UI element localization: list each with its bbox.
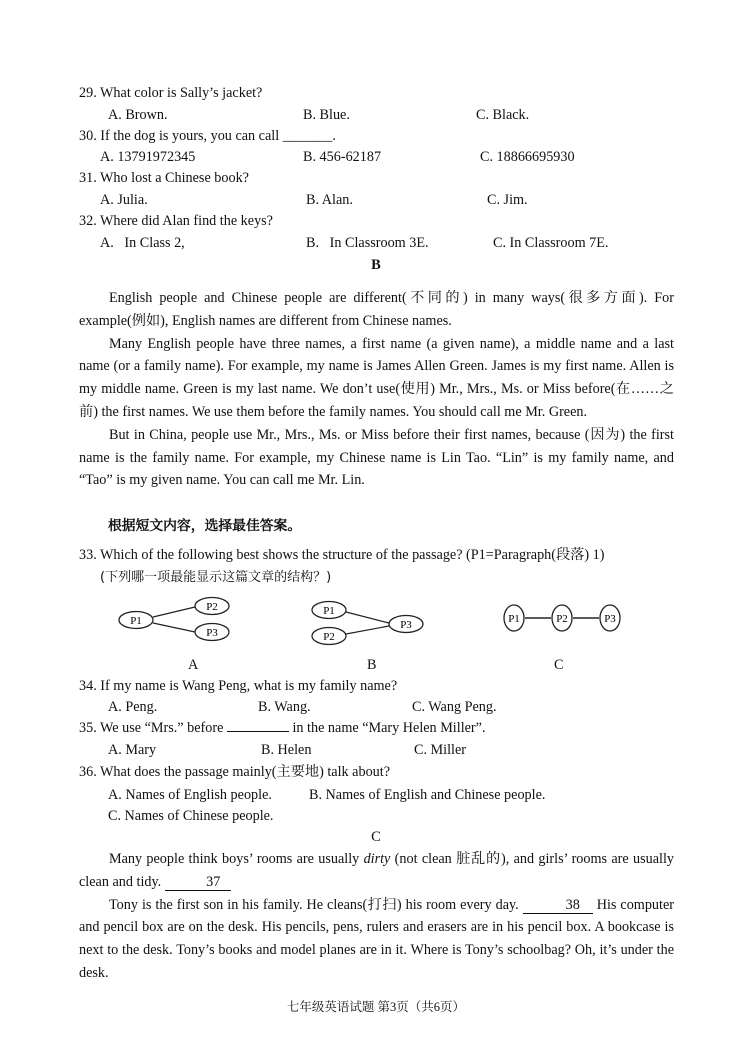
question-29: 29. What color is Sally’s jacket? bbox=[79, 85, 263, 101]
section-c-heading: C bbox=[371, 829, 381, 845]
q36-option-c: C. Names of Chinese people. bbox=[108, 808, 274, 824]
q32-option-b: B. In Classroom 3E. bbox=[306, 235, 429, 251]
q33-option-a: A bbox=[188, 657, 199, 673]
q35-option-b: B. Helen bbox=[261, 742, 312, 758]
diagram-b bbox=[312, 602, 423, 645]
diagram-a-edge-1 bbox=[153, 607, 195, 617]
q33-option-c: C bbox=[554, 657, 564, 673]
q29-option-b: B. Blue. bbox=[303, 107, 350, 123]
blank-38: 38 bbox=[523, 898, 593, 914]
diagram-a-edge-2 bbox=[153, 623, 195, 632]
passage-b-paragraph-2: Many English people have three names, a first name (a given name), a middle name and a last name (or a family name). For example, my name is James Allen Green. James is my first name. Allen is my middle name. Green is my last name. We don’t use(使用) Mr., Mrs., Ms. or Miss before(在……之前) the first names. We use them before the family names. You should call me Mr. Green. bbox=[79, 335, 674, 420]
question-36: 36. What does the passage mainly(主要地) talk about? bbox=[79, 764, 391, 780]
q34-option-c: C. Wang Peng. bbox=[412, 699, 497, 715]
diagram-a bbox=[119, 598, 229, 641]
diagram-b-p1-label: P1 bbox=[323, 605, 335, 617]
q30-option-a: A. 13791972345 bbox=[100, 149, 196, 165]
q33-option-b: B bbox=[367, 657, 377, 673]
instruction: 根据短文内容，选择最佳答案。 bbox=[108, 518, 302, 534]
diagram-b-p2-label: P2 bbox=[323, 631, 335, 643]
q31-option-a: A. Julia. bbox=[100, 192, 148, 208]
q32-option-c: C. In Classroom 7E. bbox=[493, 235, 609, 251]
diagram-b-edge-1 bbox=[346, 612, 389, 623]
q36-option-b: B. Names of English and Chinese people. bbox=[309, 787, 546, 803]
q35-option-a: A. Mary bbox=[108, 742, 157, 758]
blank-37: 37 bbox=[165, 875, 231, 891]
diagram-b-edge-2 bbox=[346, 626, 389, 634]
q30-option-c: C. 18866695930 bbox=[480, 149, 575, 165]
q31-option-c: C. Jim. bbox=[487, 192, 528, 208]
passage-b-paragraph-3: But in China, people use Mr., Mrs., Ms. or Miss before their first names, because (因为) the first name is the family name. For example, my Chinese name is Lin Tao. “Lin” is my family name, and “Tao” is my given name. You can call me Mr. Lin. bbox=[79, 426, 674, 489]
page-footer: 七年级英语试题 第3页（共6页） bbox=[286, 1000, 466, 1014]
question-32: 32. Where did Alan find the keys? bbox=[79, 213, 273, 229]
q35-option-c: C. Miller bbox=[414, 742, 467, 758]
diagram-c bbox=[504, 605, 620, 631]
section-b-heading: B bbox=[371, 257, 381, 273]
diagram-a-p2-label: P2 bbox=[206, 601, 218, 613]
question-33: 33. Which of the following best shows the structure of the passage? (P1=Paragraph(段落) 1) bbox=[79, 547, 605, 563]
question-31: 31. Who lost a Chinese book? bbox=[79, 170, 249, 186]
structure-diagrams bbox=[0, 592, 752, 650]
diagram-b-p3-label: P3 bbox=[400, 619, 412, 631]
diagram-c-p2-label: P2 bbox=[556, 613, 568, 625]
q36-option-a: A. Names of English people. bbox=[108, 787, 272, 803]
question-34: 34. If my name is Wang Peng, what is my family name? bbox=[79, 678, 398, 694]
question-35: 35. We use “Mrs.” before in the name “Mary Helen Miller”. bbox=[79, 720, 486, 736]
passage-b bbox=[79, 287, 674, 492]
question-30: 30. If the dog is yours, you can call _______. bbox=[79, 128, 336, 144]
passage-c-paragraph-1: Many people think boys’ rooms are usually dirty (not clean 脏乱的), and girls’ rooms are usually clean and tidy. 37 bbox=[79, 851, 674, 890]
passage-c-paragraph-2: Tony is the first son in his family. He cleans(打扫) his room every day. 38 His computer and pencil box are on the desk. His pencils, pens, rulers and erasers are in his pencil box. A bookcase is next to the desk. Tony’s books and model planes are in it. Where is Tony’s schoolbag? Oh, it’s under the desk. bbox=[79, 896, 674, 981]
diagram-a-p1-label: P1 bbox=[130, 615, 142, 627]
diagram-c-p1-label: P1 bbox=[508, 613, 520, 625]
q35-blank bbox=[227, 731, 289, 732]
q31-option-b: B. Alan. bbox=[306, 192, 353, 208]
q34-option-b: B. Wang. bbox=[258, 699, 311, 715]
passage-c bbox=[79, 848, 674, 985]
passage-b-paragraph-1: English people and Chinese people are different(不同的) in many ways(很多方面). For example(例如), English names are different from Chinese names. bbox=[79, 290, 674, 329]
diagram-c-p3-label: P3 bbox=[604, 613, 616, 625]
q32-option-a: A. In Class 2, bbox=[100, 235, 185, 251]
q34-option-a: A. Peng. bbox=[108, 699, 158, 715]
q29-option-a: A. Brown. bbox=[108, 107, 168, 123]
q29-option-c: C. Black. bbox=[476, 107, 530, 123]
question-33-subtext: (下列哪一项最能显示这篇文章的结构？) bbox=[100, 570, 332, 585]
q30-option-b: B. 456-62187 bbox=[303, 149, 382, 165]
diagram-a-p3-label: P3 bbox=[206, 627, 218, 639]
